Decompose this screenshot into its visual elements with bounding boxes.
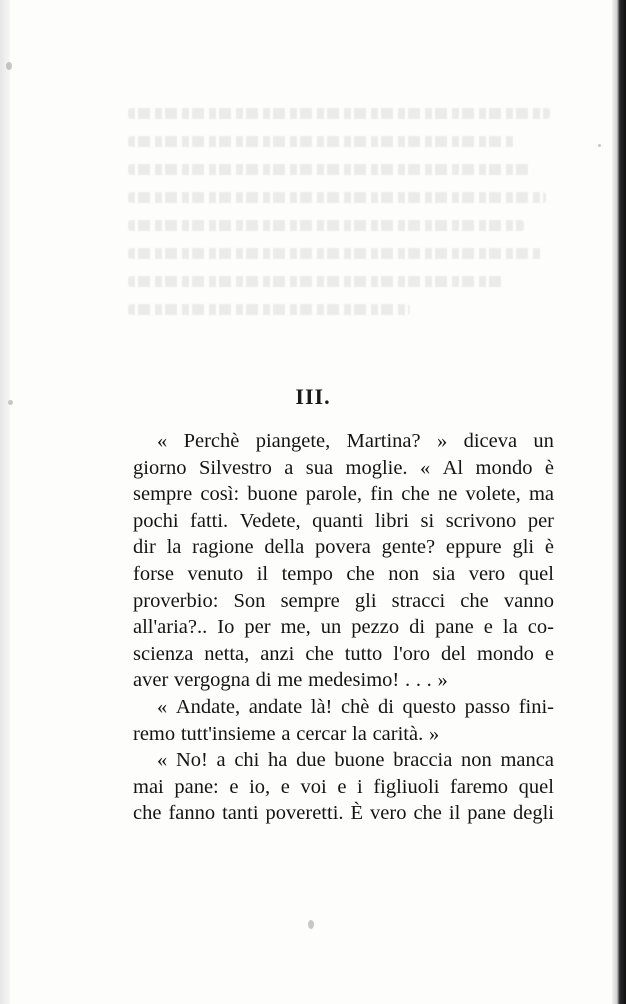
scan-left-edge bbox=[0, 0, 10, 1004]
text-line: proverbio: Son sempre gli stracci che vanno bbox=[133, 589, 554, 612]
text-line: « No! a chi ha due buone braccia non manca bbox=[157, 749, 554, 772]
text-line: « Perchè piangete, Martina? » diceva un bbox=[157, 430, 554, 452]
scan-speck bbox=[6, 62, 12, 70]
scan-right-edge bbox=[612, 0, 626, 1004]
text-line: sempre così: buone parole, fin che ne volete, ma bbox=[133, 483, 554, 506]
bleed-through-text bbox=[128, 108, 568, 338]
text-line: dir la ragione della povera gente? eppure gli è bbox=[133, 536, 554, 559]
scan-speck bbox=[308, 920, 314, 929]
text-line: giorno Silvestro a sua moglie. « Al mondo è bbox=[133, 456, 554, 479]
text-line: scienza netta, anzi che tutto l'oro del mondo e bbox=[133, 642, 554, 665]
scan-speck bbox=[598, 144, 601, 147]
text-line: aver vergogna di me medesimo! . . . » bbox=[133, 669, 448, 692]
chapter-body bbox=[133, 428, 554, 827]
chapter-heading: III. bbox=[295, 384, 331, 409]
text-line: che fanno tanti poveretti. È vero che il pane degli bbox=[133, 802, 554, 825]
text-line: remo tutt'insieme a cercar la carità. » bbox=[133, 722, 440, 745]
text-line: mai pane: e io, e voi e i figliuoli faremo quel bbox=[133, 775, 554, 798]
text-line: forse venuto il tempo che non sia vero quel bbox=[133, 562, 554, 585]
text-line: all'aria?.. Io per me, un pezzo di pane e la co- bbox=[133, 616, 554, 639]
text-line: pochi fatti. Vedete, quanti libri si scrivono per bbox=[133, 509, 554, 532]
text-line: « Andate, andate là! chè di questo passo fini- bbox=[157, 695, 554, 718]
